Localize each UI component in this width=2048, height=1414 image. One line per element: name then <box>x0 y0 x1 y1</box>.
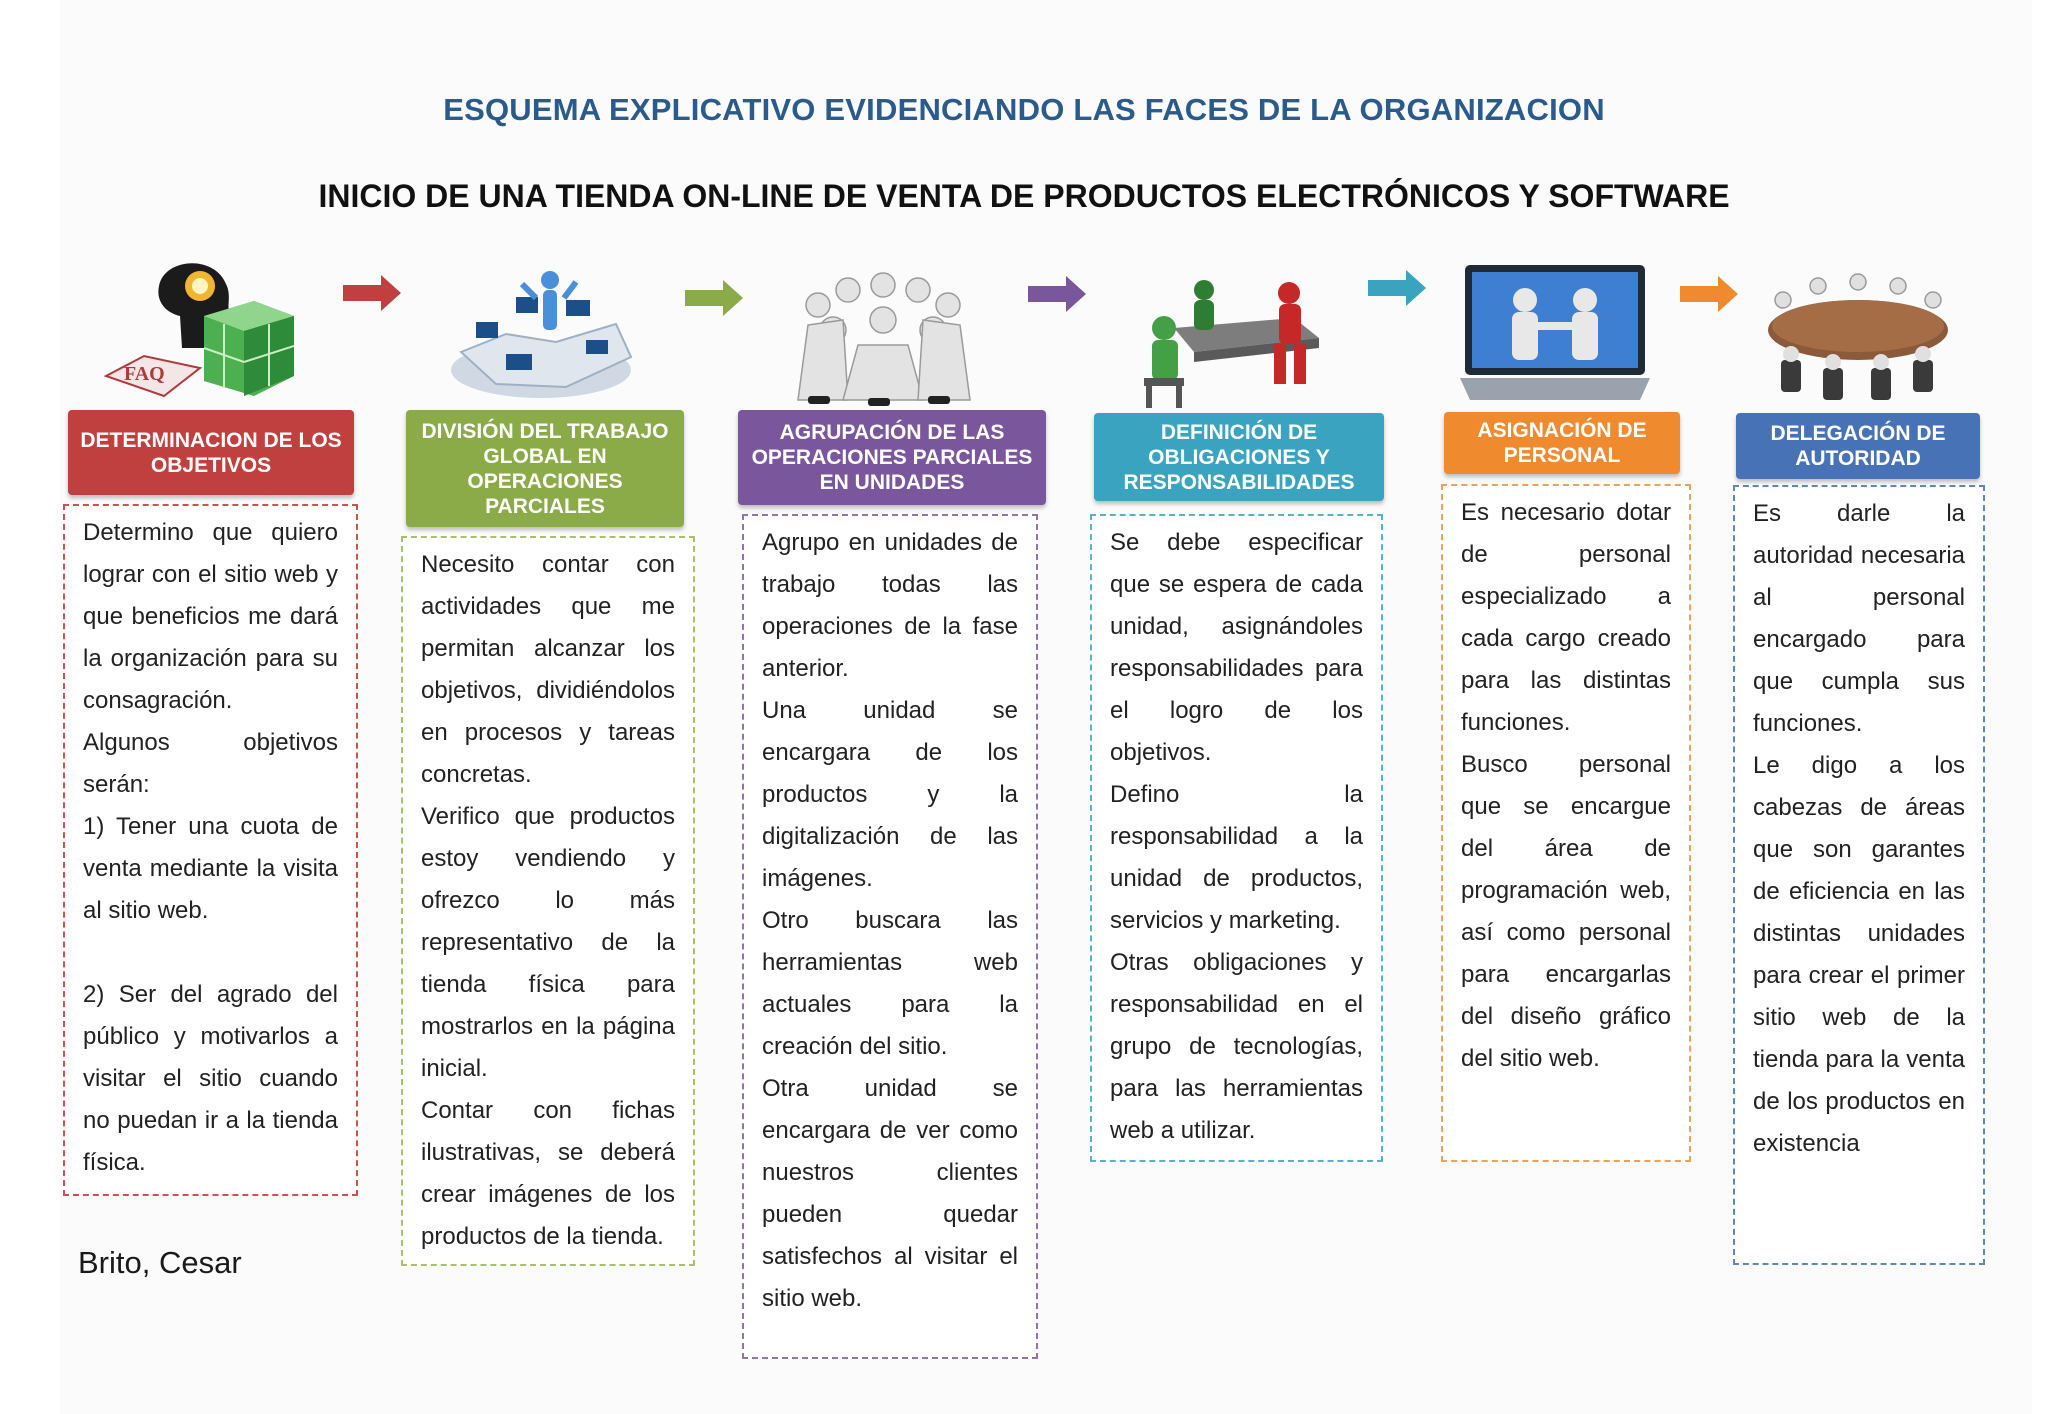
stage-1-description-box <box>63 504 358 1196</box>
author-name: Brito, Cesar <box>78 1245 242 1280</box>
page-title: ESQUEMA EXPLICATIVO EVIDENCIANDO LAS FACES DE LA ORGANIZACION <box>443 92 1605 127</box>
stage-4-paragraph: Se debe especificar que se espera de cada unidad, asignándoles responsabilidades para el logro de los objetivos. <box>1110 529 1363 766</box>
stage-6-description-box <box>1733 485 1985 1265</box>
stage-1-paragraph: Algunos objetivos serán: <box>83 729 338 798</box>
arrow-right-icon <box>685 280 743 316</box>
stage-1-paragraph: 1) Tener una cuota de venta mediante la visita al sitio web. <box>83 813 338 924</box>
stage-3-paragraph: Agrupo en unidades de trabajo todas las operaciones de la fase anterior. <box>762 529 1018 682</box>
stage-4-header: DEFINICIÓN DE OBLIGACIONES Y RESPONSABILIDADES <box>1094 413 1384 501</box>
stage-2-description-box <box>401 536 695 1266</box>
laptop-handshake-icon <box>1460 260 1650 405</box>
arrow-right-icon <box>1368 270 1426 306</box>
stage-1-header: DETERMINACION DE LOS OBJETIVOS <box>68 410 354 495</box>
stage-6-paragraph: Le digo a los cabezas de áreas que son garantes de eficiencia en las distintas unidades para crear el primer sitio web de la tienda para la venta de los productos en existencia <box>1753 752 1965 1157</box>
stage-3-paragraph: Una unidad se encargara de los productos y la digitalización de las imágenes. <box>762 697 1018 892</box>
page-subtitle: INICIO DE UNA TIENDA ON-LINE DE VENTA DE PRODUCTOS ELECTRÓNICOS Y SOFTWARE <box>318 178 1730 214</box>
stage-5-description-box <box>1441 484 1691 1162</box>
stage-1-paragraph: 2) Ser del agrado del público y motivarlos a visitar el sitio cuando no puedan ir a la tienda física. <box>83 981 338 1176</box>
puzzle-network-icon <box>446 262 636 407</box>
stage-2-header: DIVISIÓN DEL TRABAJO GLOBAL EN OPERACIONES PARCIALES <box>406 410 684 527</box>
stage-6-header: DELEGACIÓN DE AUTORIDAD <box>1736 413 1980 479</box>
arrow-right-icon <box>1680 276 1738 312</box>
arrow-right-icon <box>343 275 401 311</box>
stage-2-paragraph: Verifico que productos estoy vendiendo y ofrezco lo más representativo de la tienda física para mostrarlos en la página inicial. <box>421 803 675 1082</box>
stage-3-paragraph: Otro buscara las herramientas web actuales para la creación del sitio. <box>762 907 1018 1060</box>
stage-1-paragraph: Determino que quiero lograr con el sitio web y que beneficios me dará la organización para su consagración. <box>83 519 338 714</box>
round-table-icon <box>1763 268 1953 413</box>
head-idea-cube-icon <box>104 256 294 401</box>
stage-5-paragraph: Busco personal que se encargue del área de programación web, así como personal para encargarlas del diseño gráfico del sitio web. <box>1461 751 1671 1072</box>
stage-3-header: AGRUPACIÓN DE LAS OPERACIONES PARCIALES EN UNIDADES <box>738 410 1046 505</box>
team-huddle-icon <box>788 270 978 415</box>
stage-5-paragraph: Es necesario dotar de personal especializado a cada cargo creado para las distintas funciones. <box>1461 499 1671 736</box>
stage-2-paragraph: Necesito contar con actividades que me permitan alcanzar los objetivos, dividiéndolos en procesos y tareas concretas. <box>421 551 675 788</box>
arrow-right-icon <box>1028 276 1086 312</box>
stage-3-description-box <box>742 514 1038 1359</box>
stage-4-paragraph: Otras obligaciones y responsabilidad en el grupo de tecnologías, para las herramientas web a utilizar. <box>1110 949 1363 1144</box>
stage-3-paragraph: Otra unidad se encargara de ver como nuestros clientes pueden quedar satisfechos al visitar el sitio web. <box>762 1075 1018 1312</box>
desk-meeting-icon <box>1134 268 1324 413</box>
stage-6-paragraph: Es darle la autoridad necesaria al personal encargado para que cumpla sus funciones. <box>1753 500 1965 737</box>
stage-4-description-box <box>1090 514 1383 1162</box>
stage-2-paragraph: Contar con fichas ilustrativas, se deberá crear imágenes de los productos de la tienda. <box>421 1097 675 1250</box>
stage-5-header: ASIGNACIÓN DE PERSONAL <box>1444 412 1680 474</box>
faq-text: FAQ <box>124 363 165 385</box>
stage-4-paragraph: Defino la responsabilidad a la unidad de productos, servicios y marketing. <box>1110 781 1363 934</box>
